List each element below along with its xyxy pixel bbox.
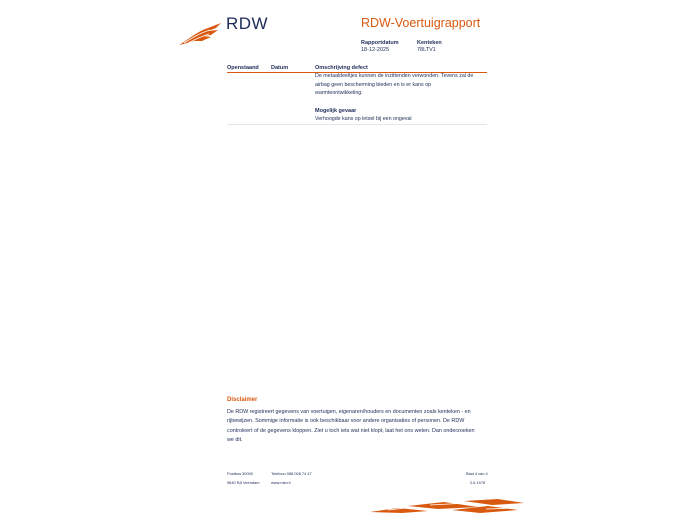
col-head-datum: Datum	[271, 65, 289, 71]
disclaimer-line: controleert of de gegevens kloppen. Ziet u toch iets wat niet klopt, laat het ons weten. Dan onderzoeken	[227, 427, 475, 434]
disclaimer-line: rijbewijzen. Sommige informatie is ook beschikbaar voor andere organisaties of personen. De RDW	[227, 418, 465, 425]
plate-value: 78LTV1	[417, 47, 436, 53]
defect-description-line: airbag geen bescherming bieden en is er kans op	[315, 81, 432, 88]
disclaimer-line: we dit.	[227, 436, 243, 443]
report-date-value: 18-12-2025	[361, 47, 390, 53]
brand-name: RDW	[226, 14, 269, 33]
risk-heading: Mogelijk gevaar	[315, 108, 357, 114]
footer-version: 2.6 1978	[470, 480, 486, 485]
defect-description-line: De metaaldeeltjes kunnen de inzittenden verwonden. Tevens zal de	[315, 73, 474, 79]
col-head-omschrijving: Omschrijving defect	[315, 65, 368, 71]
disclaimer-line: De RDW registreert gegevens van voertuigen, eigenaren/houders en documenten zoals kenteken - en	[227, 409, 471, 415]
footer-postcode: 9640 RA Veendam	[227, 480, 260, 485]
plate-label: Kenteken	[417, 40, 442, 46]
footer-website[interactable]: www.rdw.nl	[271, 480, 291, 485]
risk-text: Verhoogde kans op letsel bij een ongeval	[315, 116, 412, 122]
defect-description-line: warmteontwikkeling.	[315, 90, 363, 96]
report-title: RDW-Voertuigrapport	[361, 16, 481, 30]
col-head-openstaand: Openstaand	[227, 65, 259, 71]
footer-postbus: Postbus 30000	[227, 471, 253, 476]
disclaimer-title: Disclaimer	[227, 397, 258, 403]
report-date-label: Rapportdatum	[361, 40, 399, 46]
disclaimer-text	[227, 408, 487, 445]
footer-page-number: Blad 4 van 4	[466, 471, 488, 476]
rdw-wing-logo-icon	[178, 22, 222, 46]
decorative-stripes-icon	[368, 498, 526, 514]
row-divider	[227, 124, 487, 125]
footer-phone: Telefoon 088 008 74 47	[271, 471, 312, 476]
